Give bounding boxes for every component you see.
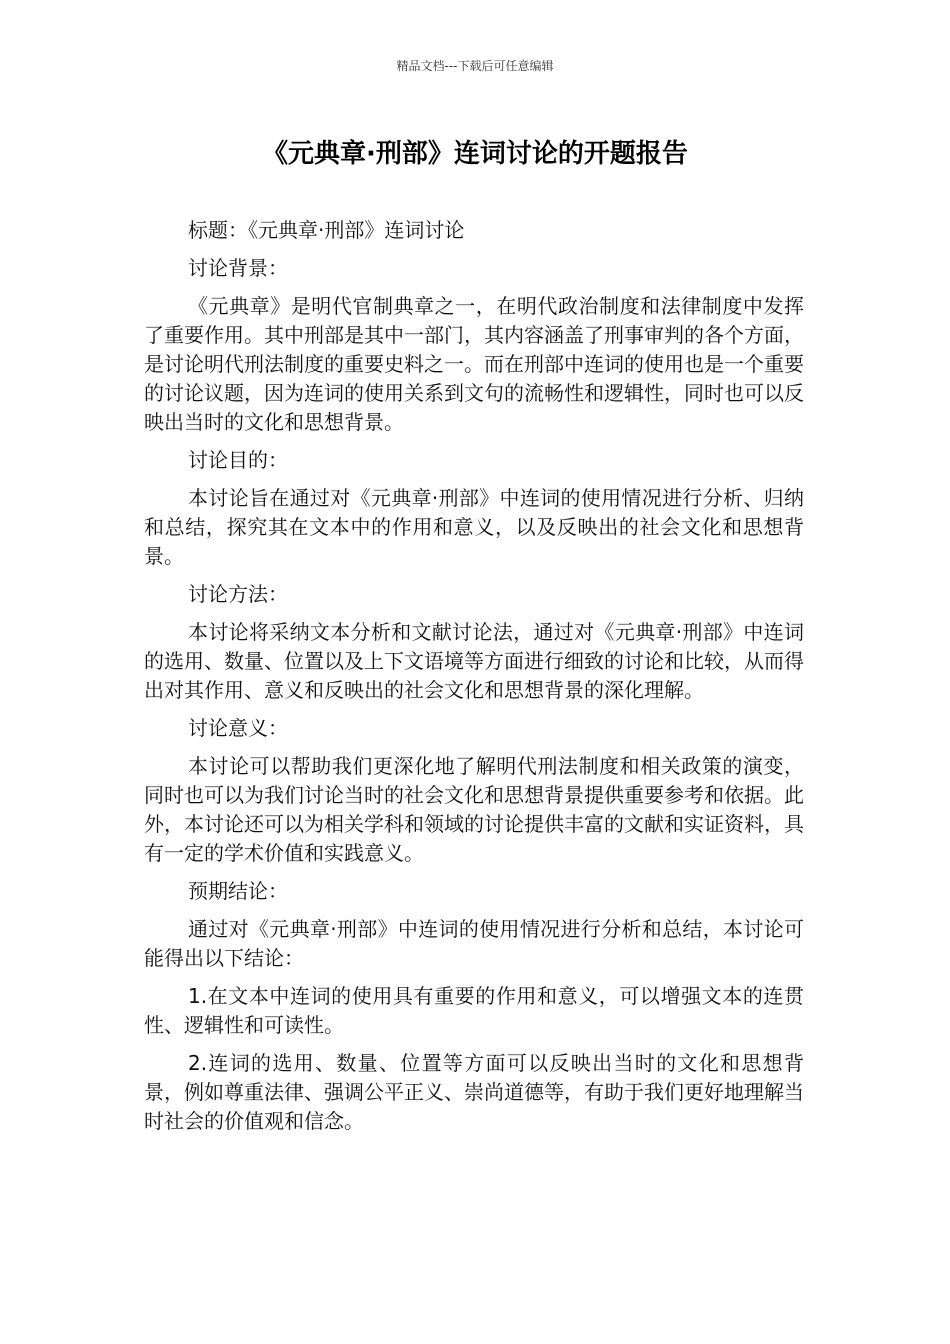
paragraph-purpose: 本讨论旨在通过对《元典章·刑部》中连词的使用情况进行分析、归纳和总结，探究其在文本中的作用和意义，以及反映出的社会文化和思想背景。 bbox=[144, 486, 804, 568]
heading-method: 讨论方法： bbox=[188, 582, 288, 606]
list-item-conclusion-2: 2.连词的选用、数量、位置等方面可以反映出当时的文化和思想背景，例如尊重法律、强调公平正义、崇尚道德等，有助于我们更好地理解当时社会的价值观和信念。 bbox=[144, 1051, 804, 1133]
document-title: 《元典章·刑部》连词讨论的开题报告 bbox=[262, 139, 688, 169]
paragraph-significance: 本讨论可以帮助我们更深化地了解明代刑法制度和相关政策的演变，同时也可以为我们讨论当时的社会文化和思想背景提供重要参考和依据。此外，本讨论还可以为相关学科和领域的讨论提供丰富的文献和实证资料，具有一定的学术价值和实践意义。 bbox=[144, 754, 804, 865]
paragraph-conclusion-intro: 通过对《元典章·刑部》中连词的使用情况进行分析和总结，本讨论可能得出以下结论： bbox=[144, 917, 804, 970]
heading-significance: 讨论意义： bbox=[188, 716, 288, 740]
document-body bbox=[144, 216, 804, 1145]
heading-purpose: 讨论目的： bbox=[188, 448, 288, 472]
paragraph-background: 《元典章》是明代官制典章之一，在明代政治制度和法律制度中发挥了重要作用。其中刑部是其中一部门，其内容涵盖了刑事审判的各个方面，是讨论明代刑法制度的重要史料之一。而在刑部中连词的使用也是一个重要的讨论议题，因为连词的使用关系到文句的流畅性和逻辑性，同时也可以反映出当时的文化和思想背景。 bbox=[144, 294, 804, 434]
list-item-conclusion-1: 1.在文本中连词的使用具有重要的作用和意义，可以增强文本的连贯性、逻辑性和可读性。 bbox=[144, 984, 804, 1037]
paragraph-title-line: 标题：《元典章·刑部》连词讨论 bbox=[188, 218, 465, 242]
paragraph-method: 本讨论将采纳文本分析和文献讨论法，通过对《元典章·刑部》中连词的选用、数量、位置以及上下文语境等方面进行细致的讨论和比较，从而得出对其作用、意义和反映出的社会文化和思想背景的深化理解。 bbox=[144, 620, 804, 702]
heading-background: 讨论背景： bbox=[188, 256, 288, 280]
header-note: 精品文档---下载后可任意编辑 bbox=[396, 59, 554, 73]
heading-conclusion: 预期结论： bbox=[188, 879, 288, 903]
